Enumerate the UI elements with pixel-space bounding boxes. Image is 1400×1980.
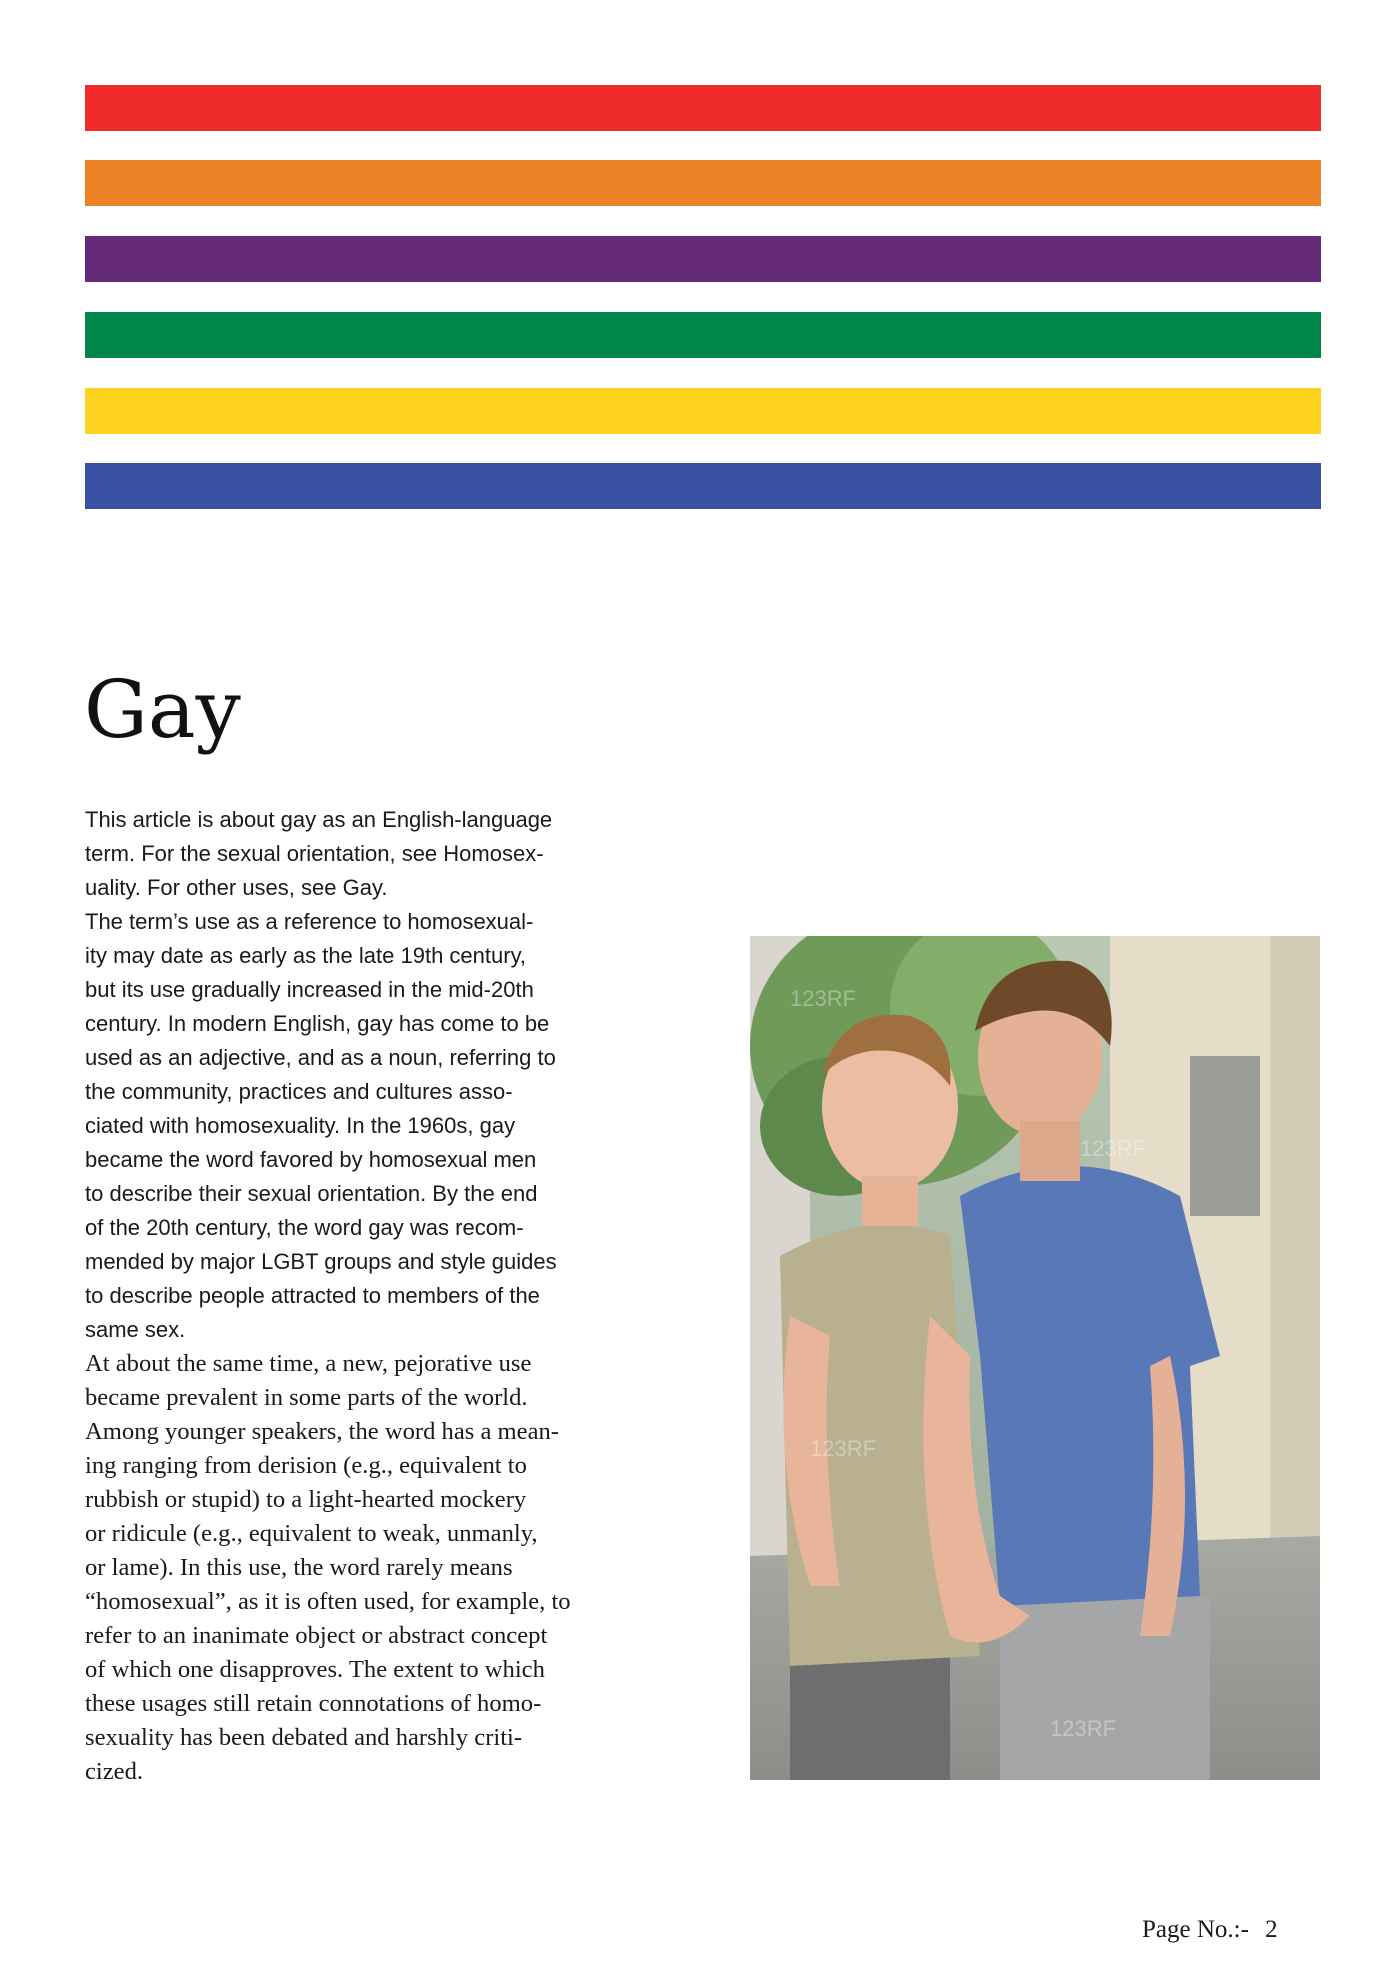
text-line: same sex.: [85, 1317, 186, 1342]
page-title: Gay: [84, 663, 241, 756]
text-line: century. In modern English, gay has come to be: [85, 1011, 550, 1036]
photo-illustration: [750, 936, 1320, 1780]
text-line: ity may date as early as the late 19th century,: [85, 943, 527, 968]
text-line: used as an adjective, and as a noun, referring to: [85, 1045, 556, 1070]
text-line: of which one disapproves. The extent to which: [85, 1656, 545, 1683]
text-line: term. For the sexual orientation, see Homosex-: [85, 841, 544, 866]
article-body: [85, 803, 655, 1789]
stripe-yellow: [85, 388, 1321, 434]
text-line: cized.: [85, 1758, 144, 1785]
text-line: of the 20th century, the word gay was recom-: [85, 1215, 524, 1240]
text-line: sexuality has been debated and harshly criti-: [85, 1724, 523, 1751]
text-line: This article is about gay as an English-language: [85, 807, 553, 832]
text-line: uality. For other uses, see Gay.: [85, 875, 388, 900]
paragraph-intro: [85, 803, 655, 905]
stripe-orange: [85, 160, 1321, 206]
text-line: At about the same time, a new, pejorative use: [85, 1350, 532, 1377]
stripe-purple: [85, 236, 1321, 282]
text-line: rubbish or stupid) to a light-hearted mockery: [85, 1486, 527, 1513]
text-line: “homosexual”, as it is often used, for example, to: [85, 1588, 571, 1615]
text-line: to describe their sexual orientation. By the end: [85, 1181, 538, 1206]
text-line: Among younger speakers, the word has a mean-: [85, 1418, 559, 1445]
text-line: became prevalent in some parts of the world.: [85, 1384, 528, 1411]
watermark-text: 123RF: [1050, 1716, 1117, 1741]
text-line: but its use gradually increased in the mid-20th: [85, 977, 534, 1002]
text-line: ing ranging from derision (e.g., equivalent to: [85, 1452, 527, 1479]
stripe-green: [85, 312, 1321, 358]
text-line: the community, practices and cultures asso-: [85, 1079, 513, 1104]
watermark-text: 123RF: [790, 986, 857, 1011]
watermark-text: 123RF: [1080, 1136, 1147, 1161]
stripe-red: [85, 85, 1321, 131]
page-number: [1142, 1913, 1278, 1947]
text-line: or lame). In this use, the word rarely means: [85, 1554, 513, 1581]
text-line: refer to an inanimate object or abstract concept: [85, 1622, 548, 1649]
watermark-text: 123RF: [810, 1436, 877, 1461]
text-line: or ridicule (e.g., equivalent to weak, unmanly,: [85, 1520, 538, 1547]
page-number-value: 2: [1265, 1916, 1278, 1943]
text-line: these usages still retain connotations of homo-: [85, 1690, 542, 1717]
text-line: became the word favored by homosexual men: [85, 1147, 537, 1172]
paragraph-term-history: [85, 905, 655, 1347]
text-line: mended by major LGBT groups and style guides: [85, 1249, 557, 1274]
text-line: to describe people attracted to members of the: [85, 1283, 540, 1308]
page-number-label: Page No.:-: [1142, 1916, 1249, 1943]
stripe-blue: [85, 463, 1321, 509]
article-photo: [750, 936, 1320, 1780]
text-line: The term’s use as a reference to homosexual-: [85, 909, 534, 934]
paragraph-pejorative-use: [85, 1347, 655, 1789]
text-line: ciated with homosexuality. In the 1960s, gay: [85, 1113, 516, 1138]
